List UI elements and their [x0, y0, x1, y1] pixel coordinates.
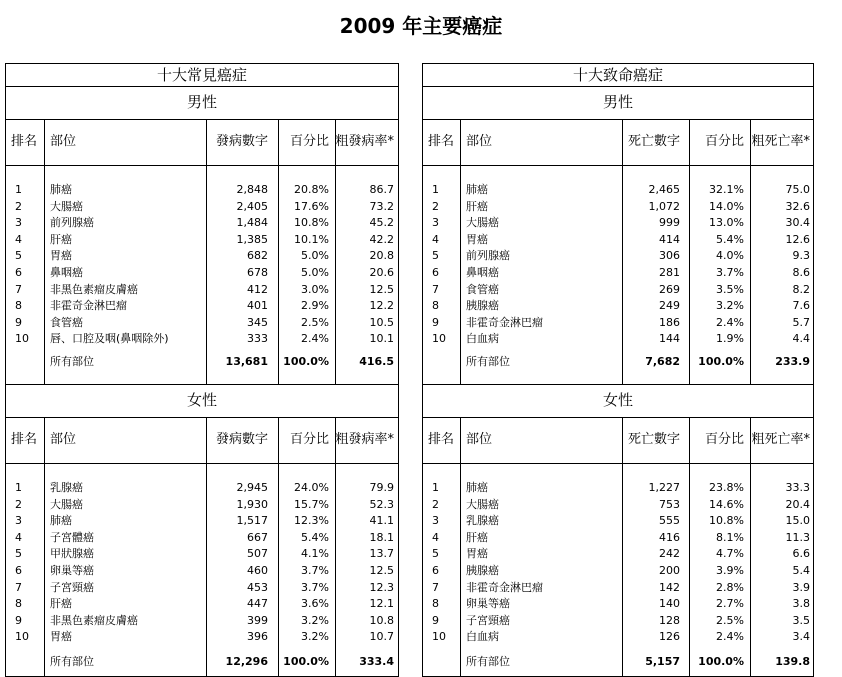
count-cell: 242	[659, 547, 680, 561]
site-cell: 大腸癌	[466, 497, 499, 511]
percent-cell: 3.2%	[301, 630, 329, 644]
percent-cell: 24.0%	[294, 481, 329, 494]
rate-cell: 3.4	[792, 630, 810, 644]
percent-cell: 2.9%	[301, 299, 329, 313]
total-label: 所有部位	[50, 655, 94, 668]
rate-cell: 18.1	[369, 530, 394, 544]
rate-cell: 13.7	[369, 547, 394, 561]
count-cell: 1,385	[236, 232, 268, 246]
header-count: 發病數字	[215, 134, 268, 149]
rank-cell: 1	[432, 481, 439, 494]
total-rate: 333.4	[359, 655, 394, 668]
percent-cell: 14.6%	[709, 497, 744, 511]
total-count: 5,157	[645, 655, 680, 668]
rank-cell: 3	[15, 514, 22, 528]
total-label: 所有部位	[466, 655, 510, 668]
rate-cell: 10.1	[369, 332, 394, 346]
rank-cell: 9	[15, 613, 22, 627]
percent-cell: 4.1%	[301, 547, 329, 561]
count-cell: 2,848	[236, 183, 268, 196]
rate-cell: 8.2	[792, 282, 810, 296]
site-cell: 白血病	[466, 630, 499, 644]
count-cell: 140	[659, 597, 680, 611]
percent-cell: 12.3%	[294, 514, 329, 528]
section-title: 女性	[186, 391, 217, 409]
rank-cell: 4	[432, 232, 439, 246]
percent-cell: 3.7%	[301, 564, 329, 577]
count-cell: 200	[659, 564, 680, 577]
count-cell: 507	[247, 547, 268, 561]
header-percent: 百分比	[289, 134, 329, 149]
rate-cell: 32.6	[785, 199, 810, 213]
rate-cell: 3.8	[792, 597, 810, 611]
rate-cell: 30.4	[785, 216, 810, 230]
total-percent: 100.0%	[283, 655, 329, 668]
rank-cell: 9	[432, 613, 439, 627]
percent-cell: 2.5%	[716, 613, 744, 627]
percent-cell: 2.4%	[716, 315, 744, 329]
header-rank: 排名	[11, 432, 38, 447]
rank-cell: 8	[15, 299, 22, 313]
divider	[423, 463, 813, 464]
site-cell: 甲狀腺癌	[50, 547, 94, 561]
rank-cell: 3	[432, 216, 439, 230]
percent-cell: 14.0%	[709, 199, 744, 213]
site-cell: 乳腺癌	[466, 514, 499, 528]
total-count: 13,681	[225, 355, 268, 368]
rate-cell: 11.3	[785, 530, 810, 544]
percent-cell: 2.8%	[716, 580, 744, 594]
count-cell: 142	[659, 580, 680, 594]
site-cell: 鼻咽癌	[466, 266, 499, 279]
divider	[6, 165, 398, 166]
percent-cell: 2.5%	[301, 315, 329, 329]
count-cell: 269	[659, 282, 680, 296]
rate-cell: 20.6	[369, 266, 394, 279]
count-cell: 460	[247, 564, 268, 577]
rank-cell: 1	[15, 183, 22, 196]
header-percent: 百分比	[704, 134, 744, 149]
column-divider	[750, 119, 751, 384]
percent-cell: 20.8%	[294, 183, 329, 196]
site-cell: 肝癌	[466, 530, 488, 544]
rate-cell: 3.5	[792, 613, 810, 627]
rate-cell: 20.8	[369, 249, 394, 263]
rate-cell: 10.5	[369, 315, 394, 329]
header-count: 死亡數字	[627, 432, 680, 447]
percent-cell: 13.0%	[709, 216, 744, 230]
site-cell: 唇、口腔及咽(鼻咽除外)	[50, 332, 169, 346]
total-count: 12,296	[225, 655, 268, 668]
rate-cell: 75.0	[785, 183, 810, 196]
rate-cell: 6.6	[792, 547, 810, 561]
column-divider	[278, 119, 279, 384]
percent-cell: 15.7%	[294, 497, 329, 511]
rate-cell: 5.7	[792, 315, 810, 329]
rate-cell: 15.0	[785, 514, 810, 528]
rate-cell: 41.1	[369, 514, 394, 528]
site-cell: 卵巢等癌	[466, 597, 510, 611]
site-cell: 卵巢等癌	[50, 564, 94, 577]
panel-title: 十大致命癌症	[572, 66, 663, 84]
rank-cell: 10	[15, 332, 29, 346]
total-label: 所有部位	[50, 355, 94, 368]
column-divider	[750, 417, 751, 677]
divider	[6, 417, 398, 418]
percent-cell: 3.2%	[301, 613, 329, 627]
column-divider	[206, 417, 207, 677]
column-divider	[44, 417, 45, 677]
site-cell: 大腸癌	[50, 497, 83, 511]
section-title: 男性	[602, 93, 633, 111]
percent-cell: 3.7%	[716, 266, 744, 279]
divider	[423, 119, 813, 120]
site-cell: 白血病	[466, 332, 499, 346]
divider	[6, 463, 398, 464]
rate-cell: 86.7	[369, 183, 394, 196]
site-cell: 肺癌	[466, 183, 488, 196]
column-divider	[460, 417, 461, 677]
rate-cell: 73.2	[369, 199, 394, 213]
rank-cell: 5	[432, 249, 439, 263]
site-cell: 子宮頸癌	[50, 580, 94, 594]
percent-cell: 10.8%	[294, 216, 329, 230]
count-cell: 447	[247, 597, 268, 611]
rank-cell: 10	[432, 630, 446, 644]
total-percent: 100.0%	[698, 655, 744, 668]
section-title: 男性	[186, 93, 217, 111]
divider	[423, 165, 813, 166]
site-cell: 食管癌	[466, 282, 499, 296]
site-cell: 乳腺癌	[50, 481, 83, 494]
count-cell: 128	[659, 613, 680, 627]
percent-cell: 3.7%	[301, 580, 329, 594]
count-cell: 1,484	[236, 216, 268, 230]
site-cell: 前列腺癌	[50, 216, 94, 230]
site-cell: 大腸癌	[50, 199, 83, 213]
section-title: 女性	[602, 391, 633, 409]
site-cell: 非黑色素瘤皮膚癌	[50, 613, 138, 627]
count-cell: 1,930	[236, 497, 268, 511]
count-cell: 1,072	[648, 199, 680, 213]
rate-cell: 12.6	[785, 232, 810, 246]
site-cell: 胃癌	[50, 630, 72, 644]
rank-cell: 9	[15, 315, 22, 329]
header-percent: 百分比	[289, 432, 329, 447]
percent-cell: 10.8%	[709, 514, 744, 528]
total-percent: 100.0%	[698, 355, 744, 368]
rank-cell: 10	[15, 630, 29, 644]
count-cell: 186	[659, 315, 680, 329]
rank-cell: 7	[432, 282, 439, 296]
site-cell: 胰腺癌	[466, 564, 499, 577]
header-site: 部位	[466, 134, 493, 149]
site-cell: 胃癌	[466, 547, 488, 561]
site-cell: 肺癌	[50, 514, 72, 528]
rank-cell: 7	[15, 580, 22, 594]
rank-cell: 8	[432, 597, 439, 611]
rank-cell: 3	[432, 514, 439, 528]
rate-cell: 9.3	[792, 249, 810, 263]
rank-cell: 4	[15, 530, 22, 544]
site-cell: 胃癌	[50, 249, 72, 263]
count-cell: 399	[247, 613, 268, 627]
count-cell: 453	[247, 580, 268, 594]
rate-cell: 3.9	[792, 580, 810, 594]
rank-cell: 6	[15, 564, 22, 577]
rank-cell: 6	[432, 266, 439, 279]
rank-cell: 5	[15, 249, 22, 263]
count-cell: 753	[659, 497, 680, 511]
count-cell: 678	[247, 266, 268, 279]
header-rank: 排名	[11, 134, 38, 149]
rate-cell: 20.4	[785, 497, 810, 511]
total-rate: 139.8	[775, 655, 810, 668]
site-cell: 非霍奇金淋巴瘤	[466, 580, 543, 594]
rank-cell: 6	[432, 564, 439, 577]
rate-cell: 4.4	[792, 332, 810, 346]
percent-cell: 3.5%	[716, 282, 744, 296]
site-cell: 子宮頸癌	[466, 613, 510, 627]
percent-cell: 32.1%	[709, 183, 744, 196]
count-cell: 412	[247, 282, 268, 296]
count-cell: 2,465	[648, 183, 680, 196]
panel-title: 十大常見癌症	[156, 66, 247, 84]
rank-cell: 2	[432, 497, 439, 511]
rank-cell: 2	[15, 199, 22, 213]
rate-cell: 52.3	[369, 497, 394, 511]
divider	[423, 417, 813, 418]
rank-cell: 6	[15, 266, 22, 279]
count-cell: 396	[247, 630, 268, 644]
rate-cell: 5.4	[792, 564, 810, 577]
count-cell: 414	[659, 232, 680, 246]
column-divider	[278, 417, 279, 677]
percent-cell: 5.4%	[716, 232, 744, 246]
total-label: 所有部位	[466, 355, 510, 368]
count-cell: 144	[659, 332, 680, 346]
total-rate: 416.5	[359, 355, 394, 368]
total-count: 7,682	[645, 355, 680, 368]
count-cell: 306	[659, 249, 680, 263]
rate-cell: 12.5	[369, 282, 394, 296]
header-site: 部位	[50, 134, 77, 149]
percent-cell: 5.0%	[301, 266, 329, 279]
column-divider	[460, 119, 461, 384]
rank-cell: 1	[432, 183, 439, 196]
header-site: 部位	[466, 432, 493, 447]
rank-cell: 1	[15, 481, 22, 494]
site-cell: 子宮體癌	[50, 530, 94, 544]
percent-cell: 1.9%	[716, 332, 744, 346]
percent-cell: 3.0%	[301, 282, 329, 296]
rank-cell: 7	[432, 580, 439, 594]
percent-cell: 23.8%	[709, 481, 744, 494]
rank-cell: 5	[15, 547, 22, 561]
page-title: 2009 年主要癌症	[339, 14, 503, 38]
count-cell: 2,945	[236, 481, 268, 494]
column-divider	[44, 119, 45, 384]
column-divider	[335, 417, 336, 677]
percent-cell: 4.7%	[716, 547, 744, 561]
divider	[6, 119, 398, 120]
rank-cell: 10	[432, 332, 446, 346]
header-rate: 粗死亡率*	[751, 432, 810, 447]
header-rate: 粗死亡率*	[751, 134, 810, 149]
common-cancers-panel	[5, 63, 399, 677]
rank-cell: 4	[15, 232, 22, 246]
site-cell: 非霍奇金淋巴瘤	[50, 299, 127, 313]
site-cell: 肝癌	[466, 199, 488, 213]
column-divider	[689, 119, 690, 384]
percent-cell: 5.0%	[301, 249, 329, 263]
header-rank: 排名	[428, 432, 455, 447]
site-cell: 胰腺癌	[466, 299, 499, 313]
rate-cell: 8.6	[792, 266, 810, 279]
site-cell: 非霍奇金淋巴瘤	[466, 315, 543, 329]
site-cell: 胃癌	[466, 232, 488, 246]
site-cell: 肺癌	[466, 481, 488, 494]
site-cell: 大腸癌	[466, 216, 499, 230]
rank-cell: 8	[15, 597, 22, 611]
count-cell: 345	[247, 315, 268, 329]
site-cell: 非黑色素瘤皮膚癌	[50, 282, 138, 296]
percent-cell: 2.7%	[716, 597, 744, 611]
column-divider	[622, 119, 623, 384]
rate-cell: 10.7	[369, 630, 394, 644]
count-cell: 2,405	[236, 199, 268, 213]
header-rank: 排名	[428, 134, 455, 149]
rate-cell: 12.5	[369, 564, 394, 577]
rate-cell: 45.2	[369, 216, 394, 230]
percent-cell: 3.9%	[716, 564, 744, 577]
header-count: 發病數字	[215, 432, 268, 447]
site-cell: 肝癌	[50, 232, 72, 246]
count-cell: 401	[247, 299, 268, 313]
count-cell: 682	[247, 249, 268, 263]
count-cell: 667	[247, 530, 268, 544]
rank-cell: 4	[432, 530, 439, 544]
rank-cell: 5	[432, 547, 439, 561]
total-percent: 100.0%	[283, 355, 329, 368]
count-cell: 281	[659, 266, 680, 279]
percent-cell: 3.2%	[716, 299, 744, 313]
rank-cell: 3	[15, 216, 22, 230]
site-cell: 食管癌	[50, 315, 83, 329]
site-cell: 前列腺癌	[466, 249, 510, 263]
header-rate: 粗發病率*	[335, 432, 394, 447]
percent-cell: 4.0%	[716, 249, 744, 263]
rate-cell: 10.8	[369, 613, 394, 627]
column-divider	[689, 417, 690, 677]
percent-cell: 2.4%	[716, 630, 744, 644]
percent-cell: 3.6%	[301, 597, 329, 611]
count-cell: 1,517	[236, 514, 268, 528]
count-cell: 999	[659, 216, 680, 230]
rank-cell: 2	[432, 199, 439, 213]
count-cell: 126	[659, 630, 680, 644]
count-cell: 1,227	[648, 481, 680, 494]
rate-cell: 12.1	[369, 597, 394, 611]
rate-cell: 42.2	[369, 232, 394, 246]
header-rate: 粗發病率*	[335, 134, 394, 149]
count-cell: 249	[659, 299, 680, 313]
percent-cell: 2.4%	[301, 332, 329, 346]
rate-cell: 79.9	[369, 481, 394, 494]
percent-cell: 10.1%	[294, 232, 329, 246]
column-divider	[622, 417, 623, 677]
rate-cell: 33.3	[785, 481, 810, 494]
percent-cell: 5.4%	[301, 530, 329, 544]
rank-cell: 8	[432, 299, 439, 313]
count-cell: 333	[247, 332, 268, 346]
rate-cell: 7.6	[792, 299, 810, 313]
count-cell: 555	[659, 514, 680, 528]
column-divider	[335, 119, 336, 384]
total-rate: 233.9	[775, 355, 810, 368]
rank-cell: 2	[15, 497, 22, 511]
fatal-cancers-panel	[422, 63, 814, 677]
rate-cell: 12.3	[369, 580, 394, 594]
rank-cell: 7	[15, 282, 22, 296]
count-cell: 416	[659, 530, 680, 544]
percent-cell: 8.1%	[716, 530, 744, 544]
site-cell: 肝癌	[50, 597, 72, 611]
site-cell: 鼻咽癌	[50, 266, 83, 279]
header-site: 部位	[50, 432, 77, 447]
rate-cell: 12.2	[369, 299, 394, 313]
header-count: 死亡數字	[627, 134, 680, 149]
rank-cell: 9	[432, 315, 439, 329]
header-percent: 百分比	[704, 432, 744, 447]
percent-cell: 17.6%	[294, 199, 329, 213]
column-divider	[206, 119, 207, 384]
site-cell: 肺癌	[50, 183, 72, 196]
